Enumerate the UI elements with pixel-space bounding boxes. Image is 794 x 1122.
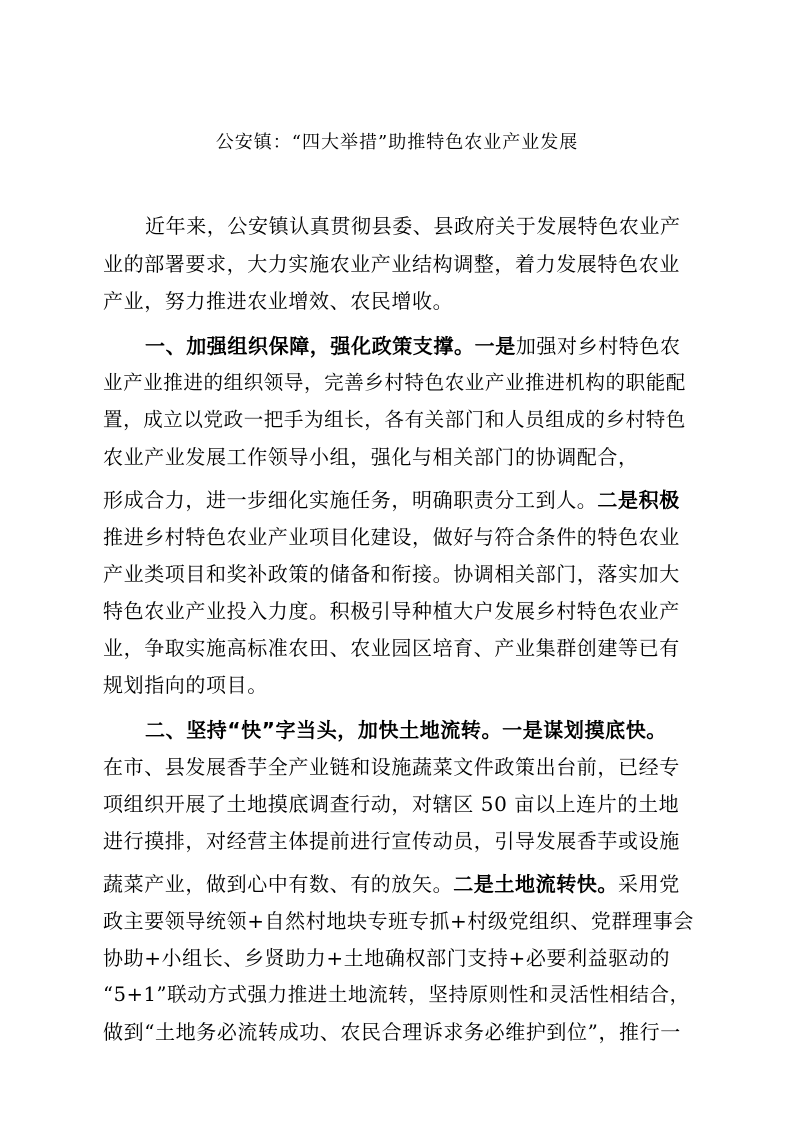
paragraph-1-line-1: 近年来，公安镇认真贯彻县委、县政府关于发展特色农业产 <box>145 214 681 238</box>
paragraph-3-line-8: “5+1”联动方式强力推进土地流转，坚持原则性和灵活性相结合， <box>103 983 690 1006</box>
paragraph-2-line-3: 置，成立以党政一把手为组长，各有关部门和人员组成的乡村特色 <box>103 408 686 431</box>
paragraph-2-line-7: 产业类项目和奖补政策的储备和衔接。协调相关部门，落实加大 <box>103 562 680 586</box>
paragraph-2-line-4: 农业产业发展工作领导小组，强化与相关部门的协调配合， <box>103 445 639 469</box>
paragraph-3-line-5 <box>103 868 680 897</box>
paragraph-2-line-1 <box>145 330 681 359</box>
paragraph-3-line-1 <box>145 714 667 743</box>
paragraph-3-line-3: 项组织开展了土地摸底调查行动，对辖区 50 亩以上连片的土地 <box>103 792 680 816</box>
paragraph-2-line-10: 规划指向的项目。 <box>103 673 268 697</box>
paragraph-2-line-9: 业，争取实施高标准农田、农业园区培育、产业集群创建等已有 <box>103 636 680 660</box>
paragraph-2-line-8: 特色农业产业投入力度。积极引导种植大户发展乡村特色农业产 <box>103 599 680 623</box>
paragraph-3-line-7: 协助+小组长、乡贤助力+土地确权部门支持+必要利益驱动的 <box>103 946 671 970</box>
paragraph-2-line-1-text: 加强对乡村特色农 <box>515 334 681 358</box>
paragraph-1-line-2: 业的部署要求，大力实施农业产业结构调整，着力发展特色农业 <box>103 252 680 276</box>
paragraph-3-line-6: 政主要领导统领+自然村地块专班专抓+村级党组织、党群理事会 <box>103 909 694 933</box>
section-1-point-2-heading: 二是积极 <box>597 488 680 512</box>
paragraph-2-line-6: 推进乡村特色农业产业项目化建设，做好与符合条件的特色农业 <box>103 525 680 549</box>
paragraph-2-line-5 <box>103 484 680 513</box>
paragraph-2-line-2: 业产业推进的组织领导，完善乡村特色农业产业推进机构的职能配 <box>103 371 686 394</box>
paragraph-1-line-3: 产业，努力推进农业增效、农民增收。 <box>103 289 454 313</box>
paragraph-2-line-5-text: 形成合力，进一步细化实施任务，明确职责分工到人。 <box>103 488 598 512</box>
document-title: 公安镇：“四大举措”助推特色农业产业发展 <box>215 132 579 153</box>
paragraph-3-line-4: 进行摸排，对经营主体提前进行宣传动员，引导发展香芋或设施 <box>103 829 680 853</box>
paragraph-3-line-2: 在市、县发展香芋全产业链和设施蔬菜文件政策出台前，已经专 <box>103 755 680 779</box>
section-1-heading: 一、加强组织保障，强化政策支撑。一是 <box>145 334 516 358</box>
section-2-point-2-heading: 二是土地流转快。 <box>453 872 619 896</box>
section-2-heading: 二、坚持“快”字当头，加快土地流转。一是谋划摸底快。 <box>145 718 667 742</box>
paragraph-3-line-5-text: 蔬菜产业，做到心中有数、有的放矢。 <box>103 872 454 896</box>
paragraph-3-line-5-tail: 采用党 <box>618 872 680 896</box>
paragraph-3-line-9: 做到“土地务必流转成功、农民合理诉求务必维护到位”，推行一 <box>103 1020 681 1044</box>
